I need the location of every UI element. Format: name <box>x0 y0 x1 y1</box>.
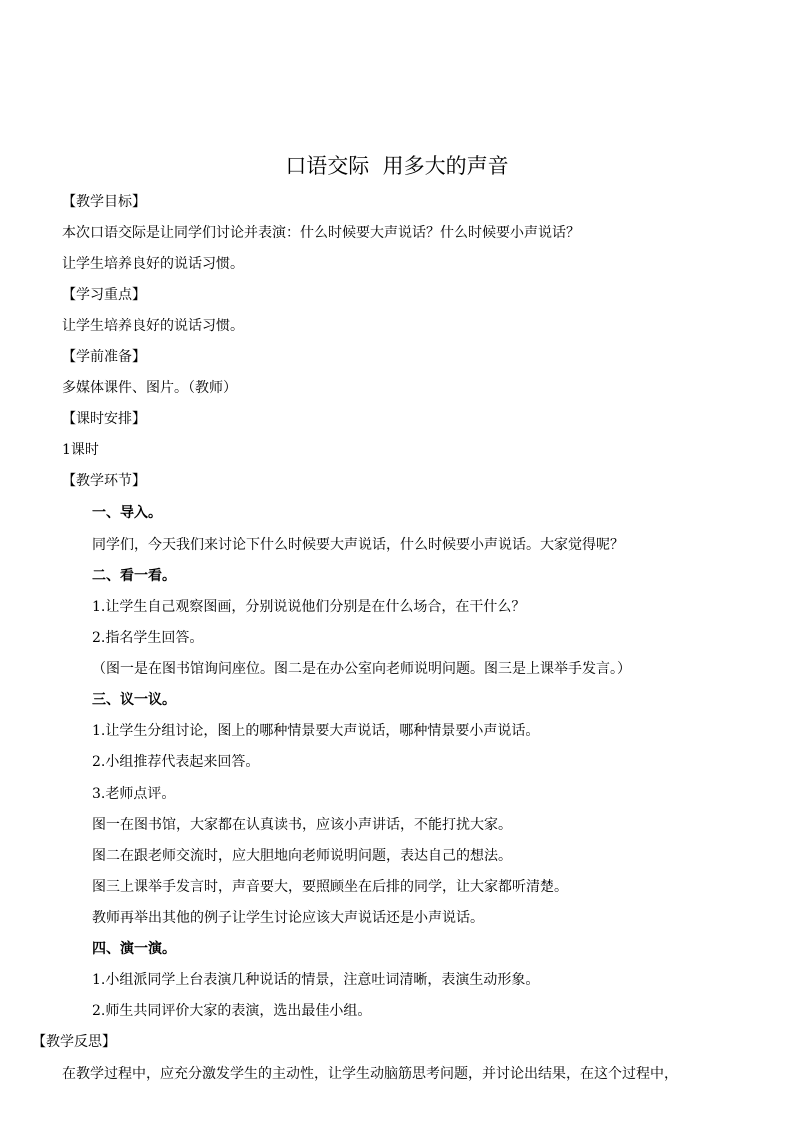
paragraph: 本次口语交际是让同学们讨论并表演：什么时候要大声说话？什么时候要小声说话？ <box>62 225 580 241</box>
paragraph: 同学们，今天我们来讨论下什么时候要大声说话，什么时候要小声说话。大家觉得呢？ <box>92 537 624 553</box>
step-title: 四、演一演。 <box>92 941 176 957</box>
list-item: 1.让学生分组讨论，图上的哪种情景要大声说话，哪种情景要小声说话。 <box>92 723 540 739</box>
section-heading-steps: 【教学环节】 <box>62 473 146 489</box>
paragraph: 图二在跟老师交流时，应大胆地向老师说明问题，表达自己的想法。 <box>92 848 512 864</box>
list-item: 1.让学生自己观察图画，分别说说他们分别是在什么场合，在干什么？ <box>92 599 526 615</box>
paragraph: 图一在图书馆，大家都在认真读书，应该小声讲话，不能打扰大家。 <box>92 817 512 833</box>
paragraph: 图三上课举手发言时，声音要大，要照顾坐在后排的同学，让大家都听清楚。 <box>92 879 568 895</box>
section-heading-schedule: 【课时安排】 <box>62 411 146 427</box>
paragraph: 在教学过程中，应充分激发学生的主动性，让学生动脑筋思考问题，并讨论出结果，在这个过程中， <box>62 1066 678 1082</box>
page-title: 口语交际 用多大的声音 <box>285 154 509 178</box>
section-heading-focus: 【学习重点】 <box>62 287 146 303</box>
section-heading-reflection: 【教学反思】 <box>32 1034 116 1050</box>
paragraph: 让学生培养良好的说话习惯。 <box>62 318 244 334</box>
list-item: 2.小组推荐代表起来回答。 <box>92 754 260 770</box>
paragraph: 1课时 <box>62 442 99 458</box>
section-heading-goals: 【教学目标】 <box>62 194 146 210</box>
list-item: 1.小组派同学上台表演几种说话的情景，注意吐词清晰，表演生动形象。 <box>92 972 540 988</box>
paragraph: 多媒体课件、图片。（教师） <box>62 380 237 396</box>
step-title: 三、议一议。 <box>92 692 176 708</box>
step-title: 一、导入。 <box>92 505 162 521</box>
paragraph: 让学生培养良好的说话习惯。 <box>62 256 244 272</box>
list-item: 2.指名学生回答。 <box>92 630 204 646</box>
section-heading-prep: 【学前准备】 <box>62 349 146 365</box>
list-item: 3.老师点评。 <box>92 786 176 802</box>
list-item: 2.师生共同评价大家的表演，选出最佳小组。 <box>92 1003 372 1019</box>
paragraph: 教师再举出其他的例子让学生讨论应该大声说话还是小声说话。 <box>92 910 484 926</box>
step-title: 二、看一看。 <box>92 568 176 584</box>
paragraph: （图一是在图书馆询问座位。图二是在办公室向老师说明问题。图三是上课举手发言。） <box>92 661 631 677</box>
